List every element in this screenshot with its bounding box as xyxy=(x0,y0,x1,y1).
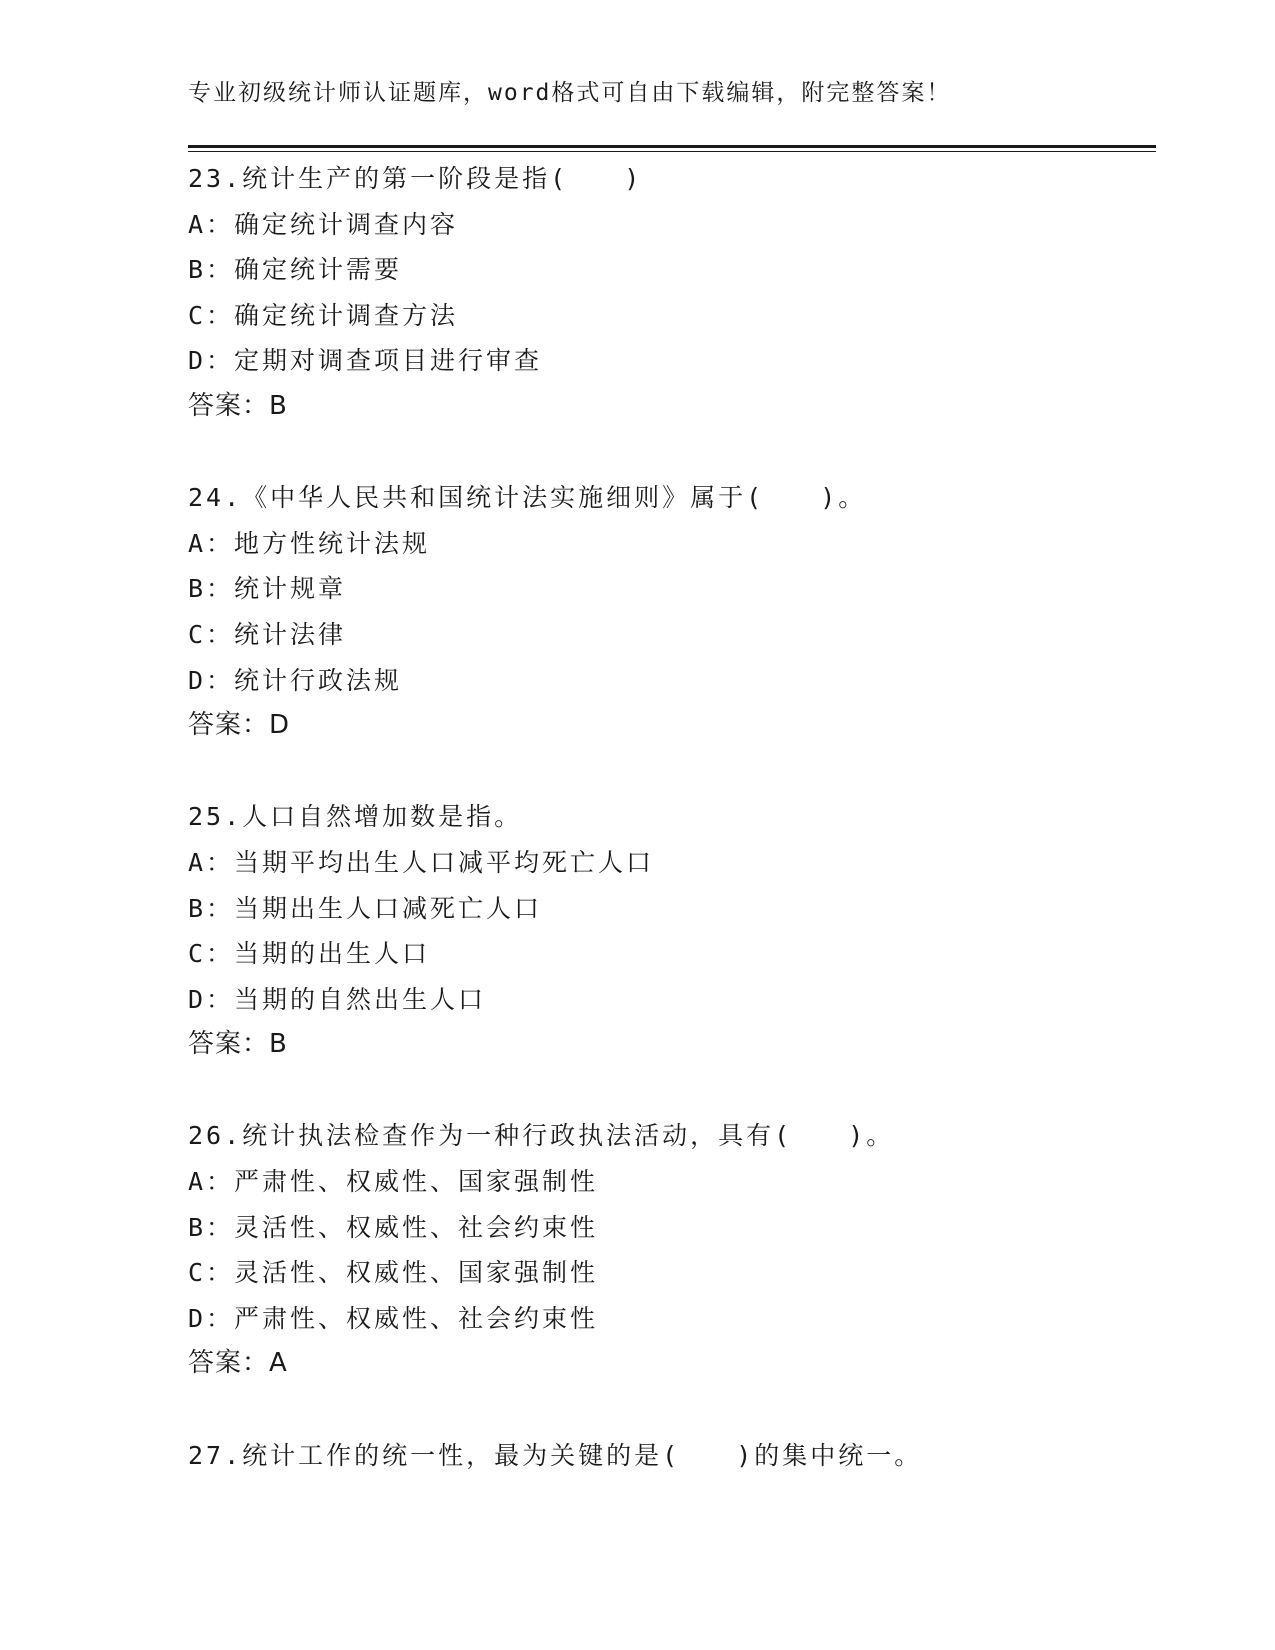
option-c: C：统计法律 xyxy=(188,619,347,649)
question-stem: 24.《中华人民共和国统计法实施细则》属于( )。 xyxy=(188,483,867,513)
option-a: A：严肃性、权威性、国家强制性 xyxy=(188,1167,599,1197)
spacer xyxy=(188,1387,1156,1433)
header-divider-thin xyxy=(188,151,1156,152)
question-list xyxy=(188,156,1156,1478)
question-stem: 23.统计生产的第一阶段是指( ) xyxy=(188,164,643,193)
option-a: A：当期平均出生人口减平均死亡人口 xyxy=(188,847,655,877)
spacer xyxy=(188,749,1156,795)
question-stem: 26.统计执法检查作为一种行政执法活动，具有( )。 xyxy=(188,1121,895,1151)
answer-line: 答案：B xyxy=(188,390,288,421)
option-d: D：统计行政法规 xyxy=(188,665,403,695)
option-b: B：当期出生人口减死亡人口 xyxy=(188,893,543,923)
option-d: D：当期的自然出生人口 xyxy=(188,984,487,1014)
answer-line: 答案：B xyxy=(188,1029,288,1060)
answer-line: 答案：A xyxy=(188,1348,288,1379)
option-c: C：当期的出生人口 xyxy=(188,939,431,969)
spacer xyxy=(188,430,1156,476)
option-c: C：确定统计调查方法 xyxy=(188,300,459,330)
option-b: B：灵活性、权威性、社会约束性 xyxy=(188,1212,599,1242)
question-block xyxy=(188,794,1156,1113)
option-b: B：确定统计需要 xyxy=(188,255,403,285)
question-block xyxy=(188,1113,1156,1432)
question-block xyxy=(188,1433,1156,1479)
option-b: B：统计规章 xyxy=(188,574,347,604)
spacer xyxy=(188,1068,1156,1114)
option-a: A：地方性统计法规 xyxy=(188,528,431,558)
question-block xyxy=(188,156,1156,475)
option-d: D：严肃性、权威性、社会约束性 xyxy=(188,1303,599,1333)
header-divider-thick xyxy=(188,145,1156,148)
question-stem: 25.人口自然增加数是指。 xyxy=(188,802,523,832)
answer-line: 答案：D xyxy=(188,710,291,741)
option-d: D：定期对调查项目进行审查 xyxy=(188,346,543,376)
question-block xyxy=(188,475,1156,794)
page-header: 专业初级统计师认证题库，word格式可自由下载编辑，附完整答案！ xyxy=(188,80,952,106)
option-c: C：灵活性、权威性、国家强制性 xyxy=(188,1258,599,1288)
option-a: A：确定统计调查内容 xyxy=(188,209,459,239)
question-stem: 27.统计工作的统一性，最为关键的是( )的集中统一。 xyxy=(188,1440,923,1470)
